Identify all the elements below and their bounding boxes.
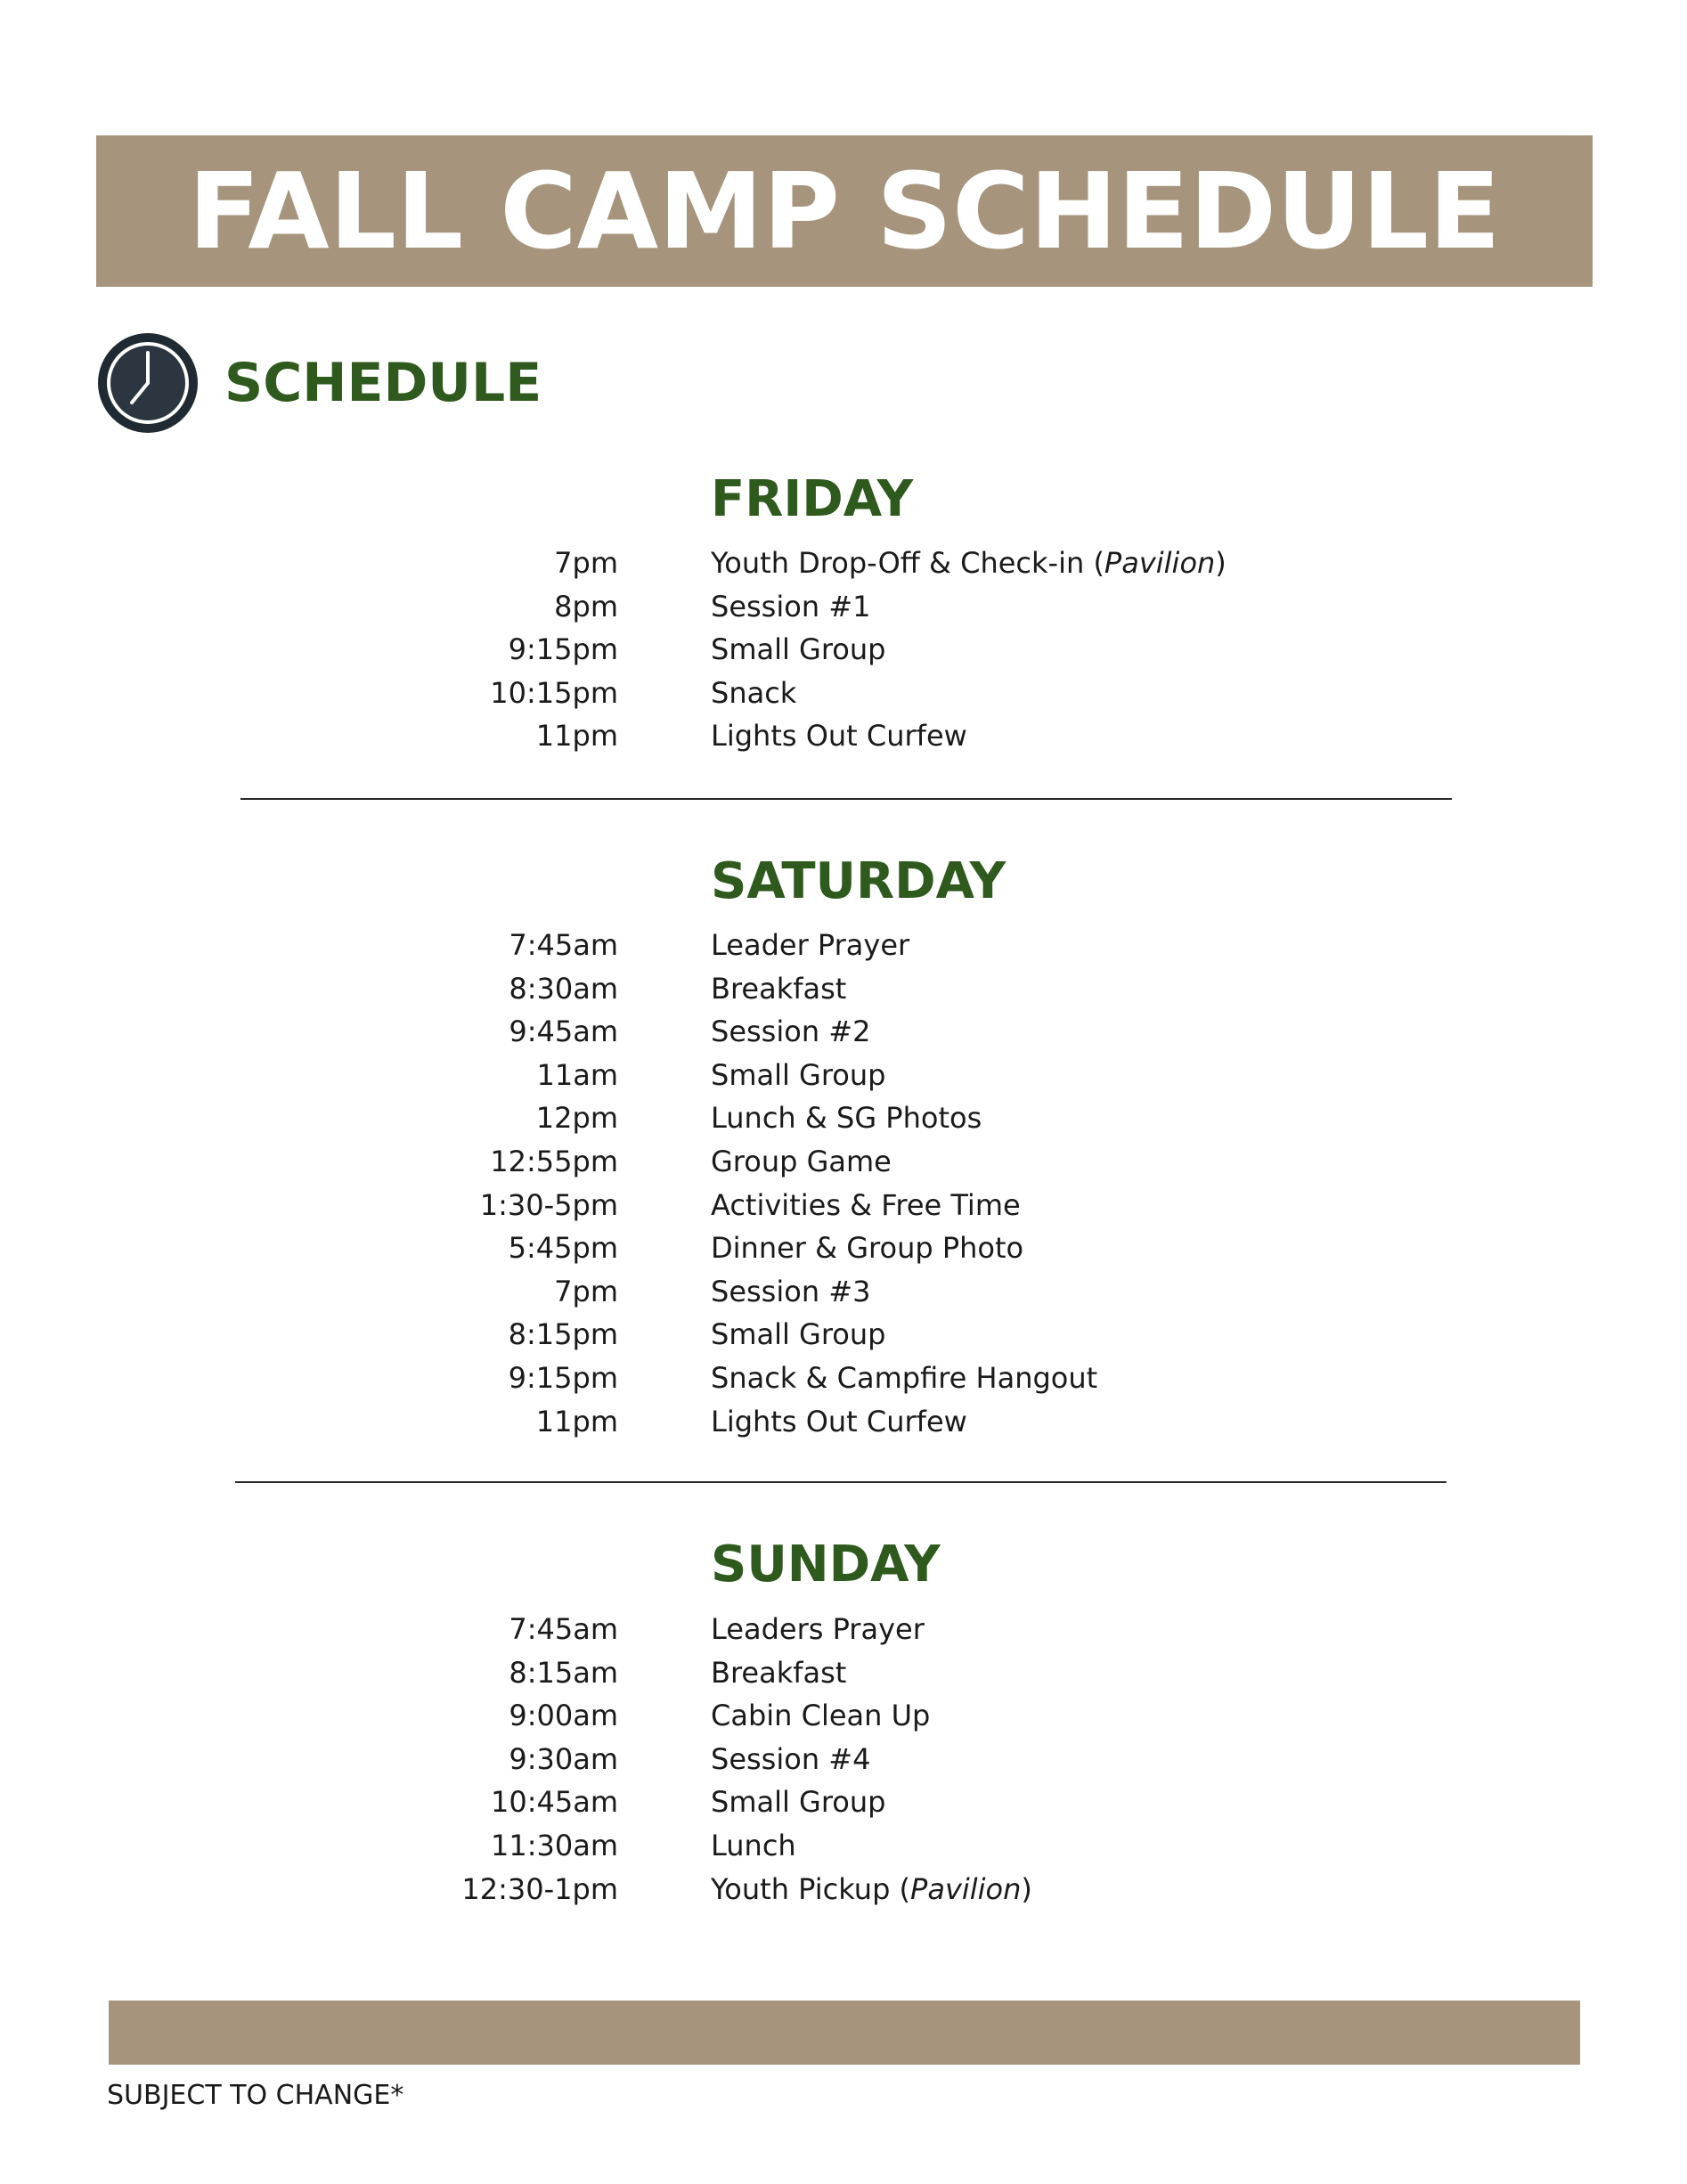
schedule-event: Session #4 — [711, 1741, 871, 1776]
schedule-time: 12:55pm — [490, 1144, 618, 1178]
schedule-time: 1:30-5pm — [479, 1187, 618, 1222]
schedule-time: 9:45am — [509, 1015, 618, 1049]
schedule-time: 8:30am — [509, 971, 618, 1006]
schedule-event: Snack — [711, 675, 797, 710]
schedule-event: Cabin Clean Up — [711, 1699, 931, 1733]
schedule-row — [0, 1868, 1687, 1911]
schedule-time: 10:15pm — [490, 675, 618, 710]
schedule-time: 5:45pm — [508, 1231, 618, 1266]
schedule-row — [0, 1184, 1687, 1227]
schedule-row — [0, 585, 1687, 629]
schedule-list-sunday — [0, 1608, 1687, 1911]
footer-note: SUBJECT TO CHANGE* — [107, 2080, 404, 2111]
schedule-list-friday — [0, 542, 1687, 758]
divider — [240, 798, 1452, 800]
schedule-time: 7:45am — [509, 1612, 618, 1646]
schedule-row — [0, 1651, 1687, 1695]
clock-icon — [96, 331, 200, 435]
schedule-time: 9:15pm — [508, 1360, 618, 1395]
schedule-event: Session #1 — [711, 589, 871, 623]
schedule-row — [0, 1140, 1687, 1184]
schedule-event: Dinner & Group Photo — [711, 1231, 1024, 1266]
section-title: SCHEDULE — [224, 352, 542, 414]
schedule-time: 12:30-1pm — [461, 1871, 618, 1906]
schedule-row — [0, 1824, 1687, 1868]
schedule-row — [0, 924, 1687, 967]
schedule-row — [0, 967, 1687, 1011]
day-title-saturday: SATURDAY — [711, 852, 1006, 910]
schedule-time: 10:45am — [491, 1785, 618, 1820]
schedule-row — [0, 1313, 1687, 1357]
schedule-event — [711, 542, 1227, 584]
schedule-event: Lights Out Curfew — [711, 1404, 967, 1438]
event-text: Youth Drop-Off & Check-in ( — [711, 546, 1104, 580]
schedule-row — [0, 628, 1687, 672]
schedule-time: 8:15am — [509, 1655, 618, 1690]
schedule-event: Leader Prayer — [711, 928, 910, 962]
section-header — [96, 331, 542, 435]
page-title: FALL CAMP SCHEDULE — [188, 150, 1501, 273]
schedule-time: 7pm — [554, 1274, 618, 1308]
schedule-event: Group Game — [711, 1144, 892, 1178]
schedule-time: 12pm — [535, 1101, 618, 1136]
schedule-event: Session #2 — [711, 1015, 871, 1049]
schedule-event: Breakfast — [711, 971, 847, 1006]
divider — [235, 1481, 1447, 1483]
schedule-event: Lunch & SG Photos — [711, 1101, 982, 1136]
schedule-event: Leaders Prayer — [711, 1612, 925, 1646]
schedule-row — [0, 1738, 1687, 1781]
schedule-row — [0, 672, 1687, 715]
schedule-time: 9:00am — [509, 1699, 618, 1733]
schedule-row — [0, 714, 1687, 758]
schedule-time: 8:15pm — [508, 1317, 618, 1352]
schedule-row — [0, 1096, 1687, 1140]
schedule-row — [0, 1054, 1687, 1097]
day-title-friday: FRIDAY — [711, 470, 914, 528]
schedule-row — [0, 1226, 1687, 1270]
schedule-event: Activities & Free Time — [711, 1187, 1021, 1222]
schedule-event: Snack & Campfire Hangout — [711, 1360, 1098, 1395]
schedule-row — [0, 1400, 1687, 1444]
schedule-event: Small Group — [711, 1785, 886, 1820]
schedule-event: Breakfast — [711, 1655, 847, 1690]
schedule-row — [0, 1357, 1687, 1400]
schedule-row — [0, 542, 1687, 585]
schedule-list-saturday — [0, 924, 1687, 1443]
schedule-row — [0, 1010, 1687, 1054]
schedule-row — [0, 1608, 1687, 1651]
schedule-row — [0, 1270, 1687, 1314]
schedule-event: Small Group — [711, 632, 886, 667]
schedule-time: 8pm — [554, 589, 618, 623]
schedule-time: 9:15pm — [508, 632, 618, 667]
event-text: Youth Pickup ( — [711, 1871, 911, 1906]
title-banner — [96, 135, 1593, 287]
event-suffix: ) — [1021, 1871, 1032, 1906]
schedule-row — [0, 1781, 1687, 1824]
schedule-event: Lunch — [711, 1828, 796, 1862]
event-suffix: ) — [1215, 546, 1227, 580]
schedule-time: 7pm — [554, 546, 618, 580]
schedule-time: 7:45am — [509, 928, 618, 962]
schedule-event — [711, 1868, 1032, 1911]
schedule-time: 9:30am — [509, 1741, 618, 1776]
schedule-time: 11:30am — [491, 1828, 618, 1862]
event-location: Pavilion — [1104, 546, 1216, 580]
schedule-event: Session #3 — [711, 1274, 871, 1308]
schedule-event: Small Group — [711, 1317, 886, 1352]
schedule-row — [0, 1694, 1687, 1738]
schedule-time: 11am — [536, 1057, 618, 1092]
schedule-time: 11pm — [535, 719, 618, 754]
day-title-sunday: SUNDAY — [711, 1536, 941, 1593]
footer-bar — [109, 2001, 1580, 2065]
schedule-event: Small Group — [711, 1057, 886, 1092]
schedule-time: 11pm — [535, 1404, 618, 1438]
schedule-event: Lights Out Curfew — [711, 719, 967, 754]
event-location: Pavilion — [910, 1871, 1022, 1906]
